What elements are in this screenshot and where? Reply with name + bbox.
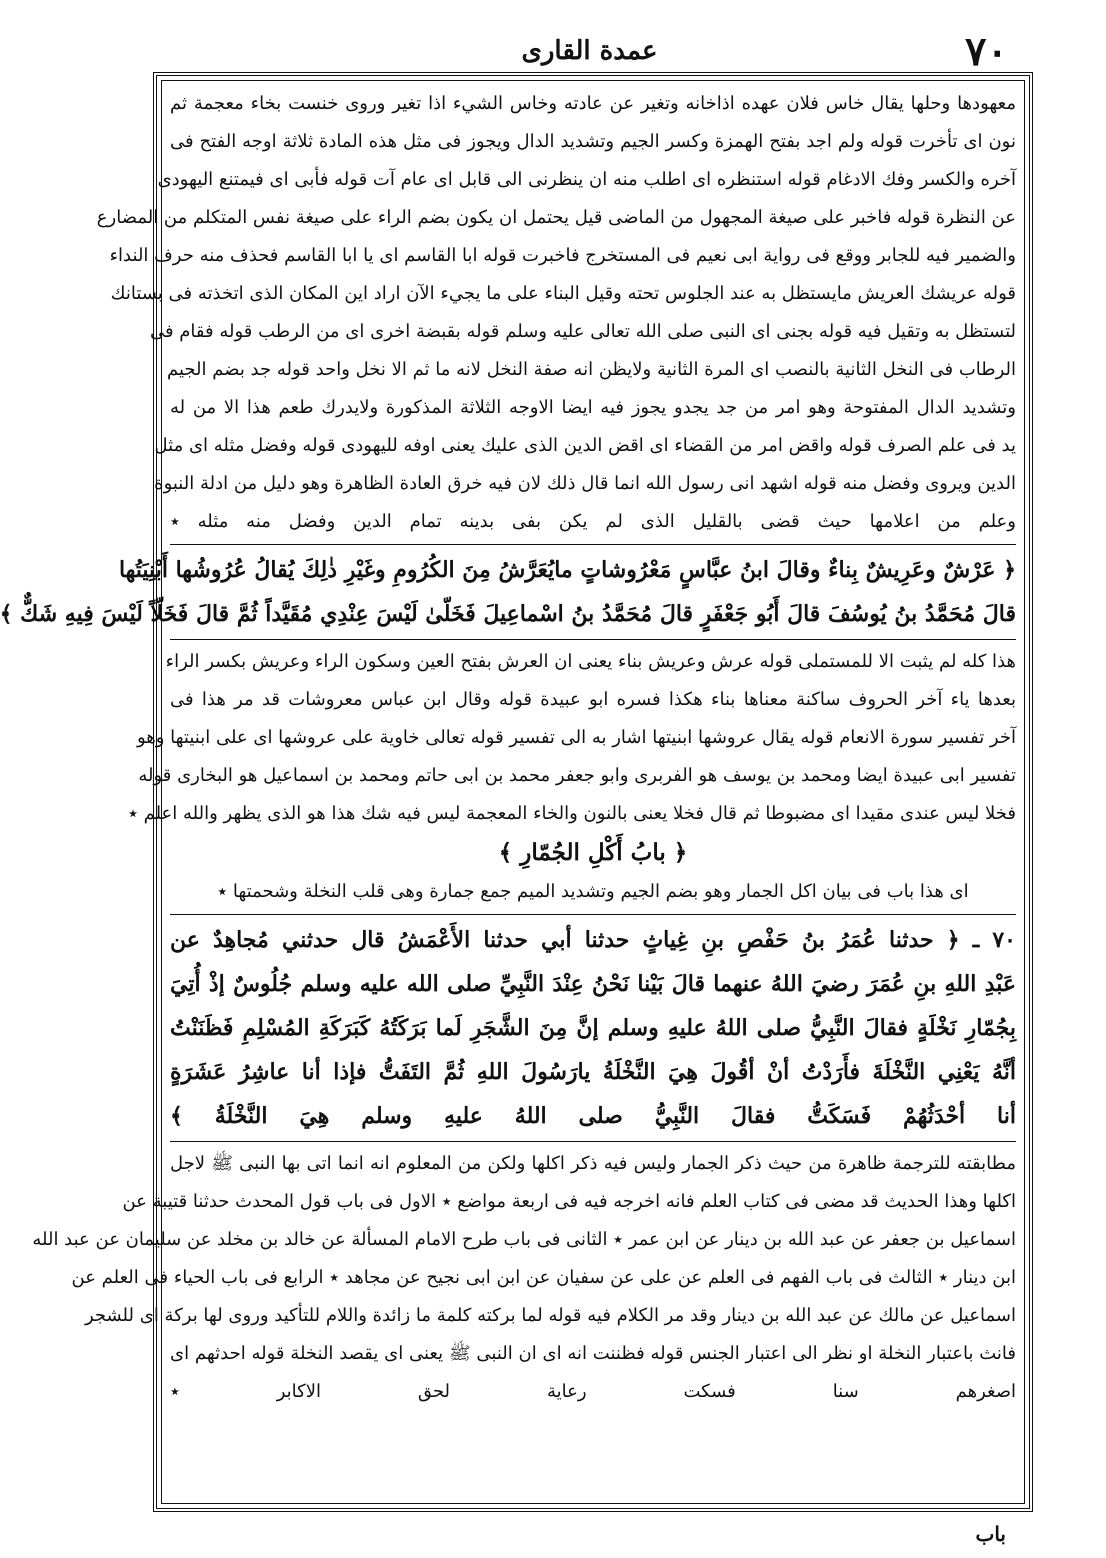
commentary-block-3	[170, 873, 1016, 911]
text-block-1	[0, 548, 1016, 636]
commentary-line: معهودها وحلها يقال خاس فلان عهده اذاخانه وتغير عن عادته وخاس الشيء اذا تغير وروى خنست بخاء معجمة ثم	[170, 93, 1016, 114]
commentary-line: وتشديد الدال المفتوحة وهو امر من جد يجدو يجوز فيه ايضا الاوجه الثلاثة المذكورة ولايدرك طعم هذا الا من له	[170, 397, 1016, 418]
page-frame	[0, 72, 1033, 1512]
commentary-line: اكلها وهذا الحديث قد مضى فى كتاب العلم فانه اخرجه فيه فى اربعة مواضع ٭ الاول فى باب قول المحدث حدثنا قتيبة عن	[122, 1191, 1016, 1212]
divider	[170, 1141, 1016, 1142]
text-line: ﴿ عَرْشٌ وعَرِيشٌ بِناءٌ وقالَ ابنُ عبَّاسٍ مَعْرُوشاتٍ مايُعَرَّشُ مِنَ الكُرُومِ وغَيْرِ ذٰلِكَ يُقالُ عُرُوشُها أَبْنِيَتُها	[118, 557, 1016, 583]
commentary-line: فانث باعتبار النخلة او نظر الى اعتبار الجنس قوله فظننت انه اى ان النبى ﷺ يعنى اى يقصد النخلة قوله احدثهم اى	[170, 1343, 1016, 1364]
commentary-block-1	[96, 85, 1016, 541]
commentary-line: عن النظرة قوله فاخبر على صيغة المجهول من الماضى قيل يحتمل ان يكون بضم الراء على صيغة نفس المتكلم من المضارع	[96, 207, 1016, 228]
hadith-line: ٧٠ ـ ﴿ حدثنا عُمَرُ بنُ حَفْصِ بنِ غِياثٍ حدثنا أبي حدثنا الأَعْمَشُ قال حدثني مُجاهِدٌ عن	[170, 927, 1016, 953]
hadith-line: بِجُمّارِ نَخْلَةٍ فقالَ النَّبِيُّ صلى اللهُ عليهِ وسلم إنَّ مِنَ الشَّجَرِ لَما بَرَكَتُهُ كَبَرَكَةِ المُسْلِمِ فَظَنَنْتُ	[170, 1015, 1016, 1041]
commentary-line: اسماعيل عن مالك عن عبد الله بن دينار وقد مر الكلام فيه قوله لما بركته كلمة ما زائدة واللام للتأكيد وروى لها بركة اى للشجر	[84, 1305, 1016, 1326]
hadith-line: أنَّهُ يَعْنِي النَّخْلَةَ فأَرَدْتُ أنْ أقُولَ هِيَ النَّخْلَةُ يارَسُولَ اللهِ ثُمَّ التَفَتُّ فإذا أنا عاشِرُ عَشَرَةٍ	[170, 1059, 1016, 1085]
commentary-block-4	[32, 1145, 1016, 1411]
commentary-line: الدين ويروى وفضل منه قوله اشهد انى رسول الله انما قال ذلك لان فيه خرق العادة الظاهرة وهو دليل من ادلة النبوة	[154, 473, 1016, 494]
page-header	[153, 28, 1026, 74]
divider	[170, 544, 1016, 545]
chapter-heading: ﴿ بابُ أَكْلِ الجُمّارِ ﴾	[498, 839, 688, 866]
commentary-line: لتستظل به وتقيل فيه قوله بجنى اى النبى صلى الله تعالى عليه وسلم قوله بقبضة اخرى اى من الرطب قوله فقام فى	[149, 321, 1016, 342]
commentary-line: يد فى علم الصرف قوله واقض امر من القضاء اى اقض الدين الذى عليك يعنى اوفه لليهودى قوله وفضل مثله اى مثل	[154, 435, 1016, 456]
text-line: قالَ مُحَمَّدُ بنُ يُوسُفَ قالَ أَبُو جَعْفَرٍ قالَ مُحَمَّدُ بنُ اسْماعِيلَ فَخَلّىٰ لَيْسَ عِنْدِي مُقَيَّداً ثُمَّ قالَ فَخَلّاً لَيْسَ فِيهِ شَكٌّ ﴾	[0, 601, 1016, 627]
page-number: ٧٠	[965, 28, 1008, 75]
hadith-line: عَبْدِ اللهِ بنِ عُمَرَ رضيَ اللهُ عنهما قالَ بَيْنا نَحْنُ عِنْدَ النَّبِيِّ صلى الله عليه وسلم جُلُوسٌ إذْ أُتِيَ	[170, 971, 1016, 997]
hadith-text-block	[170, 918, 1016, 1138]
divider	[170, 914, 1016, 915]
commentary-line: وعلم من اعلامها حيث قضى بالقليل الذى لم يكن بفى بدينه تمام الدين وفضل منه مثله ٭	[170, 511, 1016, 532]
catchword: باب	[975, 1522, 1006, 1546]
commentary-line: آخره والكسر وفك الادغام قوله استنظره اى اطلب منه ان ينظرنى الى قابل اى عام آت قوله فأبى اى فيمتنع اليهودى	[157, 169, 1016, 190]
commentary-line: قوله عريشك العريش مايستظل به عند الجلوس تحته وقيل البناء على ما يجيء الآن اراد اين المكان الذى اتخذته فى بستانك	[110, 283, 1016, 304]
running-title: عمدة القارى	[521, 36, 658, 66]
commentary-line: اصغرهم سنا فسكت رعاية لحق الاكابر ٭	[170, 1381, 1016, 1402]
divider	[170, 639, 1016, 640]
commentary-line: ابن دينار ٭ الثالث فى باب الفهم فى العلم عن على عن سفيان عن ابن ابى نجيح عن مجاهد ٭ الرابع فى باب الحياء فى العلم عن	[71, 1267, 1016, 1288]
hadith-line: أنا أحْدَثُهُمْ فَسَكَتُّ فقالَ النَّبِيُّ صلى اللهُ عليهِ وسلم هِيَ النَّخْلَةُ ﴾	[170, 1103, 1016, 1129]
commentary-line: اى هذا باب فى بيان اكل الجمار وهو بضم الجيم وتشديد الميم جمع جمارة وهى قلب النخلة وشحمتها ٭	[217, 881, 969, 902]
commentary-line: هذا كله لم يثبت الا للمستملى قوله عرش وعريش بناء يعنى ان العرش بفتح العين وسكون الراء وعريش بكسر الراء	[165, 651, 1016, 672]
page-body	[0, 80, 1025, 1504]
commentary-line: آخر تفسير سورة الانعام قوله يقال عروشها ابنيتها اشار به الى تفسير قوله تعالى خاوية على عروشها اى على ابنيتها وهو	[136, 727, 1016, 748]
commentary-line: مطابقته للترجمة ظاهرة من حيث ذكر الجمار وليس فيه ذكر اكلها ولكن من المعلوم انه انما اتى بها النبى ﷺ لاجل	[170, 1153, 1016, 1174]
commentary-line: والضمير فيه للجابر ووقع فى رواية ابى نعيم فى المستخرج فاخبرت قوله ابا القاسم اى يا ابا القاسم فحذف منه حرف النداء	[109, 245, 1016, 266]
commentary-block-2	[128, 643, 1016, 833]
commentary-line: بعدها ياء آخر الحروف ساكنة معناها بناء هكذا فسره ابو عبيدة قوله وقال ابن عباس معروشات قد مر هذا فى	[170, 689, 1016, 710]
commentary-line: فخلا ليس عندى مقيدا اى مضبوطا ثم قال فخلا يعنى بالنون والخاء المعجمة ليس فيه شك هذا هو الذى يظهر والله اعلم ٭	[128, 803, 1016, 824]
commentary-line: الرطاب فى النخل الثانية بالنصب اى المرة الثانية ولايظن انه صفة النخل لانه ما ثم الا نخل واحد قوله جد بضم الجيم	[167, 359, 1016, 380]
commentary-line: تفسير ابى عبيدة ايضا ومحمد بن يوسف هو الفربرى وابو جعفر محمد بن ابى حاتم ومحمد بن اسماعيل هو البخارى قوله	[138, 765, 1016, 786]
commentary-line: نون اى تأخرت قوله ولم اجد بفتح الهمزة وكسر الجيم وتشديد الدال ويجوز فى مثل هذه المادة ثلاثة اوجه الفتح فى	[170, 131, 1016, 152]
commentary-line: اسماعيل بن جعفر عن عبد الله بن دينار عن ابن عمر ٭ الثانى فى باب طرح الامام المسألة عن خالد بن مخلد عن سليمان عن عبد الله	[32, 1229, 1016, 1250]
